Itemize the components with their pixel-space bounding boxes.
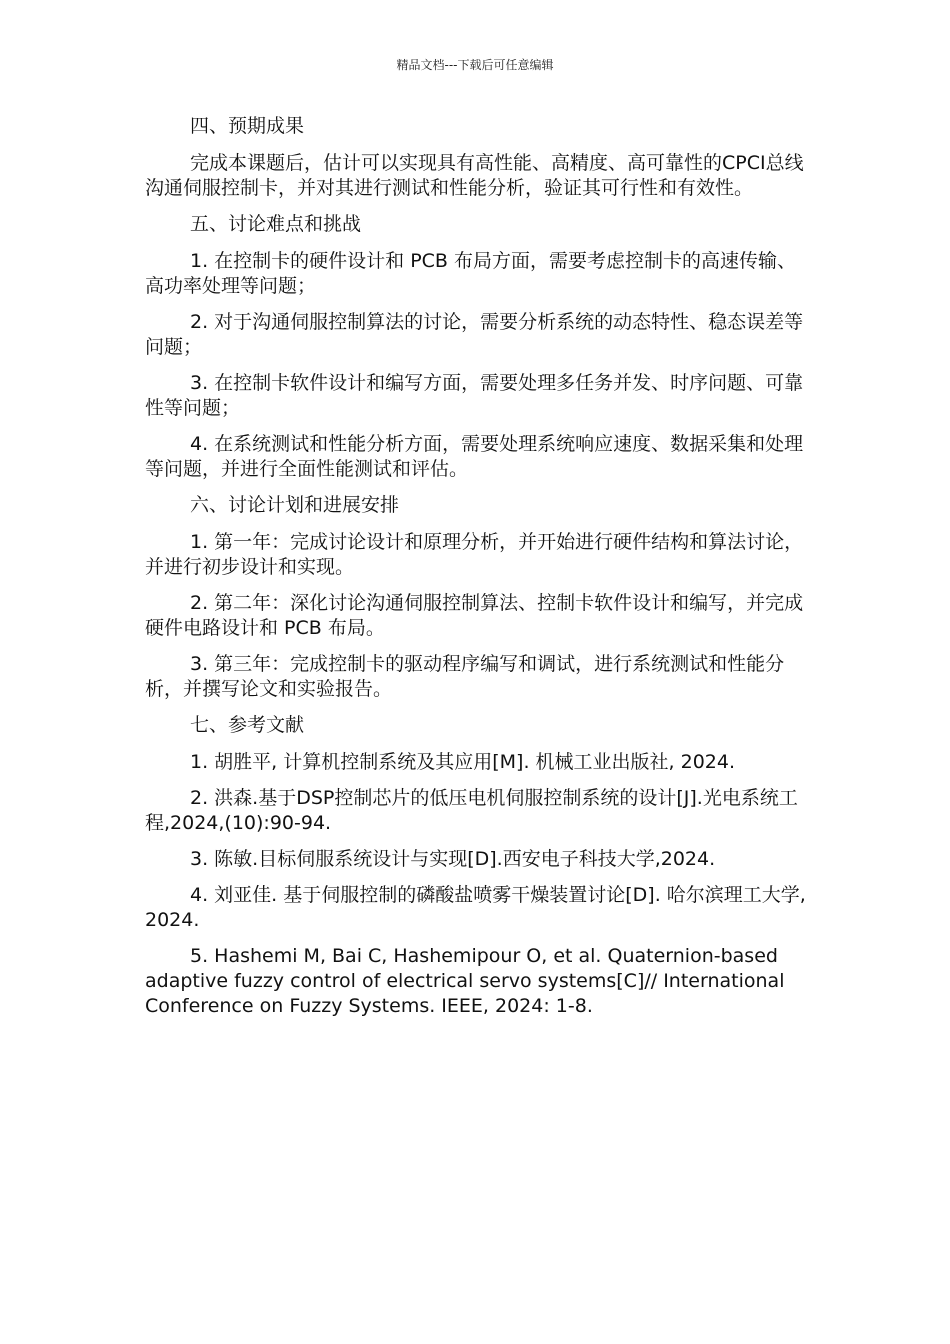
schedule-item: 1. 第一年：完成讨论设计和原理分析，并开始进行硬件结构和算法讨论，并进行初步设计和实现。 <box>145 531 804 578</box>
section-heading-schedule: 六、讨论计划和进展安排 <box>190 494 400 516</box>
difficulty-item: 3. 在控制卡软件设计和编写方面，需要处理多任务并发、时序问题、可靠性等问题； <box>145 372 804 419</box>
difficulty-item: 2. 对于沟通伺服控制算法的讨论，需要分析系统的动态特性、稳态误差等问题； <box>145 311 804 358</box>
section-heading-difficulties: 五、讨论难点和挑战 <box>190 213 362 235</box>
reference-item: 2. 洪森.基于DSP控制芯片的低压电机伺服控制系统的设计[J].光电系统工程,2024,(10):90-94. <box>145 787 798 834</box>
expected-results-paragraph: 完成本课题后，估计可以实现具有高性能、高精度、高可靠性的CPCI总线沟通伺服控制卡，并对其进行测试和性能分析，验证其可行性和有效性。 <box>145 152 804 199</box>
section-heading-expected-results: 四、预期成果 <box>190 115 305 137</box>
difficulty-item: 1. 在控制卡的硬件设计和 PCB 布局方面，需要考虑控制卡的高速传输、高功率处理等问题； <box>145 250 797 297</box>
reference-item: 1. 胡胜平, 计算机控制系统及其应用[M]. 机械工业出版社, 2024. <box>190 751 736 773</box>
reference-item: 4. 刘亚佳. 基于伺服控制的磷酸盐喷雾干燥装置讨论[D]. 哈尔滨理工大学, 2024. <box>145 884 806 931</box>
section-heading-references: 七、参考文献 <box>190 714 305 736</box>
document-body <box>145 114 810 1030</box>
reference-item: 5. Hashemi M, Bai C, Hashemipour O, et al. Quaternion-based adaptive fuzzy control of electrical servo systems[C]// International Conference on Fuzzy Systems. IEEE, 2024: 1-8. <box>145 945 785 1017</box>
difficulty-item: 4. 在系统测试和性能分析方面，需要处理系统响应速度、数据采集和处理等问题，并进行全面性能测试和评估。 <box>145 433 804 480</box>
schedule-item: 2. 第二年：深化讨论沟通伺服控制算法、控制卡软件设计和编写，并完成硬件电路设计和 PCB 布局。 <box>145 592 804 639</box>
schedule-item: 3. 第三年：完成控制卡的驱动程序编写和调试，进行系统测试和性能分析，并撰写论文和实验报告。 <box>145 653 785 700</box>
page-header: 精品文档---下载后可任意编辑 <box>396 58 554 72</box>
reference-item: 3. 陈敏.目标伺服系统设计与实现[D].西安电子科技大学,2024. <box>190 848 716 870</box>
